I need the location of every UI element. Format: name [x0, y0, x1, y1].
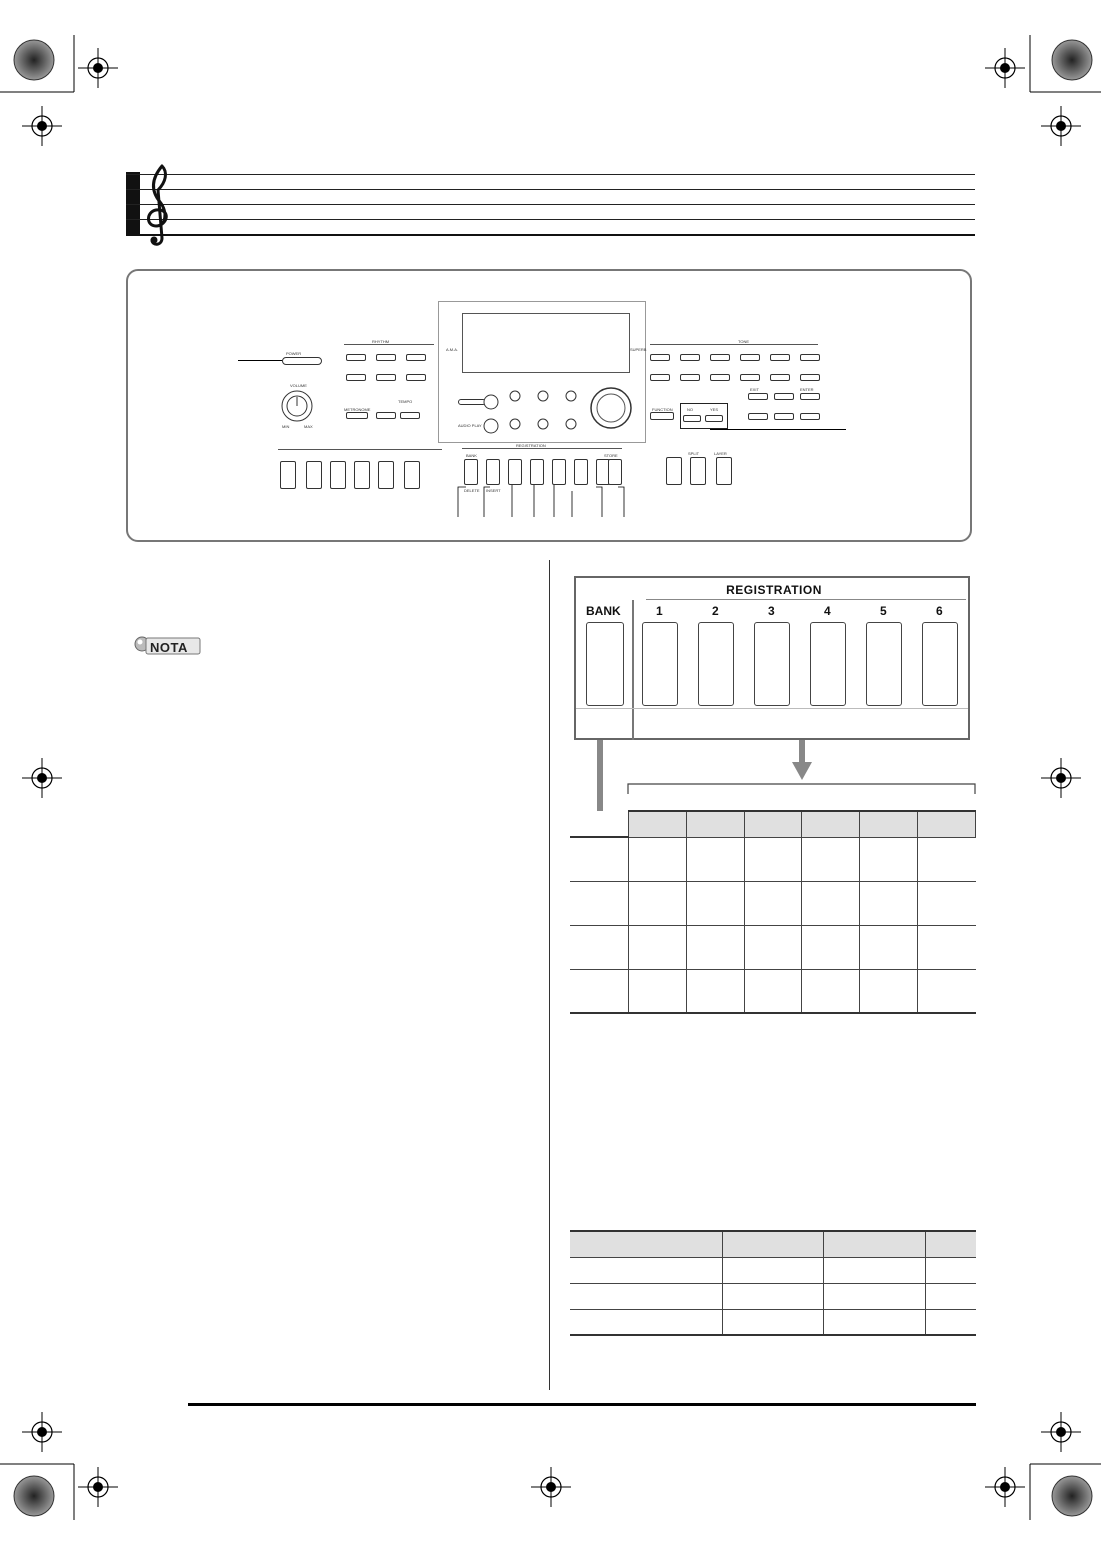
- grid-header-cell: [918, 811, 976, 837]
- yes-button[interactable]: [705, 415, 723, 422]
- metronome-label: METRONOME: [344, 407, 371, 412]
- grid-header-cell: [686, 811, 744, 837]
- staff-line: [126, 189, 975, 190]
- audio-play-label: AUDIO PLAY: [458, 423, 482, 428]
- volume-max-label: MAX: [304, 424, 313, 429]
- tone-button-f[interactable]: [800, 354, 820, 361]
- grid-cell: [802, 881, 860, 925]
- round-button-icon[interactable]: [536, 417, 550, 431]
- grid-cell: [918, 969, 976, 1013]
- table-header-cell: [824, 1231, 925, 1257]
- tone-button-e[interactable]: [770, 354, 790, 361]
- grid-cell: [744, 925, 802, 969]
- rhythm-button-f[interactable]: [406, 374, 426, 381]
- registration-title-rule: [646, 599, 966, 600]
- rhythm-button-a[interactable]: [346, 354, 366, 361]
- table-cell: [824, 1309, 925, 1335]
- round-button-icon[interactable]: [564, 389, 578, 403]
- registration-key-3[interactable]: [754, 622, 790, 706]
- registration-key-5[interactable]: [866, 622, 902, 706]
- callout-line: [710, 429, 846, 430]
- registration-number-6: 6: [936, 604, 943, 618]
- table-cell: [723, 1283, 824, 1309]
- grid-header-cell: [802, 811, 860, 837]
- bank-key[interactable]: [586, 622, 624, 706]
- layer-label: LAYER: [714, 451, 727, 456]
- grid-cell: [686, 837, 744, 881]
- synchro-ending-button[interactable]: [354, 461, 370, 489]
- lcd-display: [462, 313, 630, 373]
- registration-key-6[interactable]: [922, 622, 958, 706]
- tone-button-g[interactable]: [650, 374, 670, 381]
- enter-button[interactable]: [800, 393, 820, 400]
- power-button[interactable]: [282, 357, 322, 365]
- registration-number-3: 3: [768, 604, 775, 618]
- normal-fill-button[interactable]: [306, 461, 322, 489]
- registration-title: REGISTRATION: [726, 583, 822, 597]
- display-side-label: SUPERB: [630, 347, 647, 352]
- grid-cell: [918, 925, 976, 969]
- table-cell: [723, 1257, 824, 1283]
- volume-label: VOLUME: [290, 383, 307, 388]
- grid-cell: [629, 837, 687, 881]
- bank-label: BANK: [586, 604, 621, 618]
- tone-button-h[interactable]: [680, 374, 700, 381]
- round-button-icon[interactable]: [536, 389, 550, 403]
- rhythm-group-line: [344, 344, 434, 345]
- table-header-cell: [723, 1231, 824, 1257]
- registration-key-2[interactable]: [698, 622, 734, 706]
- table-cell: [925, 1283, 976, 1309]
- registration-diagram: [574, 576, 970, 740]
- grid-cell: [802, 969, 860, 1013]
- registration-key-4[interactable]: [810, 622, 846, 706]
- registration-number-4: 4: [824, 604, 831, 618]
- grid-row-label: [570, 881, 629, 925]
- tone-button-l[interactable]: [800, 374, 820, 381]
- volume-min-label: MIN: [282, 424, 290, 429]
- rhythm-button-b[interactable]: [376, 354, 396, 361]
- table-header-cell: [570, 1231, 723, 1257]
- grid-cell: [802, 837, 860, 881]
- grid-cell: [686, 925, 744, 969]
- grid-cell: [860, 969, 918, 1013]
- delete-label: DELETE: [464, 488, 480, 493]
- settings-table: [570, 1230, 976, 1336]
- table-header-cell: [925, 1231, 976, 1257]
- function-button[interactable]: [650, 412, 674, 420]
- grid-cell: [860, 881, 918, 925]
- grid-cell: [686, 969, 744, 1013]
- audio-play-icon[interactable]: [482, 417, 500, 435]
- keyboard-control-panel: [126, 269, 972, 542]
- layer-button[interactable]: [716, 457, 732, 485]
- cursor-left-button[interactable]: [748, 413, 768, 420]
- grid-header-cell: [629, 811, 687, 837]
- split-button[interactable]: [690, 457, 706, 485]
- tone-button-j[interactable]: [740, 374, 760, 381]
- staff-line: [126, 219, 975, 220]
- grid-header-cell: [860, 811, 918, 837]
- callout-line: [238, 360, 282, 361]
- footer-rule: [188, 1403, 976, 1406]
- tone-button-d[interactable]: [740, 354, 760, 361]
- grid-cell: [802, 925, 860, 969]
- table-cell: [925, 1309, 976, 1335]
- tone-group-line: [650, 344, 818, 345]
- nota-label: NOTA: [150, 640, 188, 655]
- rhythm-button-d[interactable]: [346, 374, 366, 381]
- intro-button[interactable]: [280, 461, 296, 489]
- staff-line: [126, 174, 975, 175]
- grid-cell: [629, 881, 687, 925]
- registration-label: REGISTRATION: [516, 443, 546, 448]
- grid-row-label: [570, 925, 629, 969]
- metronome-button[interactable]: [346, 412, 368, 419]
- table-cell: [723, 1309, 824, 1335]
- table-cell: [570, 1309, 723, 1335]
- round-button-icon[interactable]: [564, 417, 578, 431]
- insert-label: INSERT: [486, 488, 501, 493]
- table-cell: [570, 1283, 723, 1309]
- cursor-right-button[interactable]: [800, 413, 820, 420]
- table-cell: [925, 1257, 976, 1283]
- rhythm-label: RHYTHM: [372, 339, 390, 344]
- table-cell: [824, 1283, 925, 1309]
- accomp-onoff-button[interactable]: [404, 461, 420, 489]
- controller-group-line: [278, 449, 442, 450]
- power-label: POWER: [286, 351, 302, 356]
- cursor-up-button[interactable]: [774, 393, 794, 400]
- grid-row-label: [570, 837, 629, 881]
- tone-button-a[interactable]: [650, 354, 670, 361]
- staff-line: [126, 204, 975, 205]
- cursor-down-button[interactable]: [774, 413, 794, 420]
- tempo-up-button[interactable]: [400, 412, 420, 419]
- grid-corner-cell: [570, 811, 629, 837]
- store-small-label: STORE: [604, 453, 618, 458]
- split-label: SPLIT: [688, 451, 700, 456]
- bank-small-label: BANK: [466, 453, 477, 458]
- table-cell: [570, 1257, 723, 1283]
- display-side-label: A.M.A.: [446, 347, 459, 352]
- tone-button-c[interactable]: [710, 354, 730, 361]
- grid-cell: [744, 837, 802, 881]
- no-label: NO: [687, 407, 693, 412]
- grid-cell: [860, 837, 918, 881]
- bank-registration-grid: [570, 810, 976, 1014]
- column-divider: [549, 560, 550, 1390]
- variation-fill-button[interactable]: [330, 461, 346, 489]
- grid-cell: [744, 881, 802, 925]
- registration-bottom-rule: [576, 708, 968, 709]
- table-cell: [824, 1257, 925, 1283]
- registration-number-5: 5: [880, 604, 887, 618]
- tempo-label: TEMPO: [398, 399, 413, 404]
- dial-icon[interactable]: [588, 385, 634, 431]
- tone-label: TONE: [738, 339, 750, 344]
- grid-cell: [629, 925, 687, 969]
- exit-button[interactable]: [748, 393, 768, 400]
- grid-cell: [918, 837, 976, 881]
- rhythm-button-e[interactable]: [376, 374, 396, 381]
- tone-button-k[interactable]: [770, 374, 790, 381]
- grid-header-cell: [744, 811, 802, 837]
- yes-label: YES: [710, 407, 719, 412]
- no-button[interactable]: [683, 415, 701, 422]
- tone-button-b[interactable]: [680, 354, 700, 361]
- grid-cell: [744, 969, 802, 1013]
- staff-line-bottom: [126, 234, 975, 236]
- registration-number-2: 2: [712, 604, 719, 618]
- rhythm-button-c[interactable]: [406, 354, 426, 361]
- grid-row-label: [570, 969, 629, 1013]
- registration-number-1: 1: [656, 604, 663, 618]
- start-stop-button[interactable]: [378, 461, 394, 489]
- grid-cell: [918, 881, 976, 925]
- tone-button-i[interactable]: [710, 374, 730, 381]
- callout-lines: [448, 481, 648, 521]
- registration-group-line: [462, 448, 622, 449]
- auto-harmonize-button[interactable]: [666, 457, 682, 485]
- grid-cell: [686, 881, 744, 925]
- registration-key-1[interactable]: [642, 622, 678, 706]
- round-button-icon[interactable]: [508, 417, 522, 431]
- round-button-icon[interactable]: [508, 389, 522, 403]
- grid-cell: [629, 969, 687, 1013]
- tempo-down-button[interactable]: [376, 412, 396, 419]
- grid-cell: [860, 925, 918, 969]
- volume-knob-icon[interactable]: [280, 389, 314, 423]
- function-label: FUNCTION: [652, 407, 673, 412]
- enter-label: ENTER: [800, 387, 814, 392]
- exit-label: EXIT: [750, 387, 759, 392]
- sample-pad-icon[interactable]: [482, 393, 500, 411]
- bank-divider: [632, 600, 634, 740]
- treble-clef-icon: [140, 160, 180, 250]
